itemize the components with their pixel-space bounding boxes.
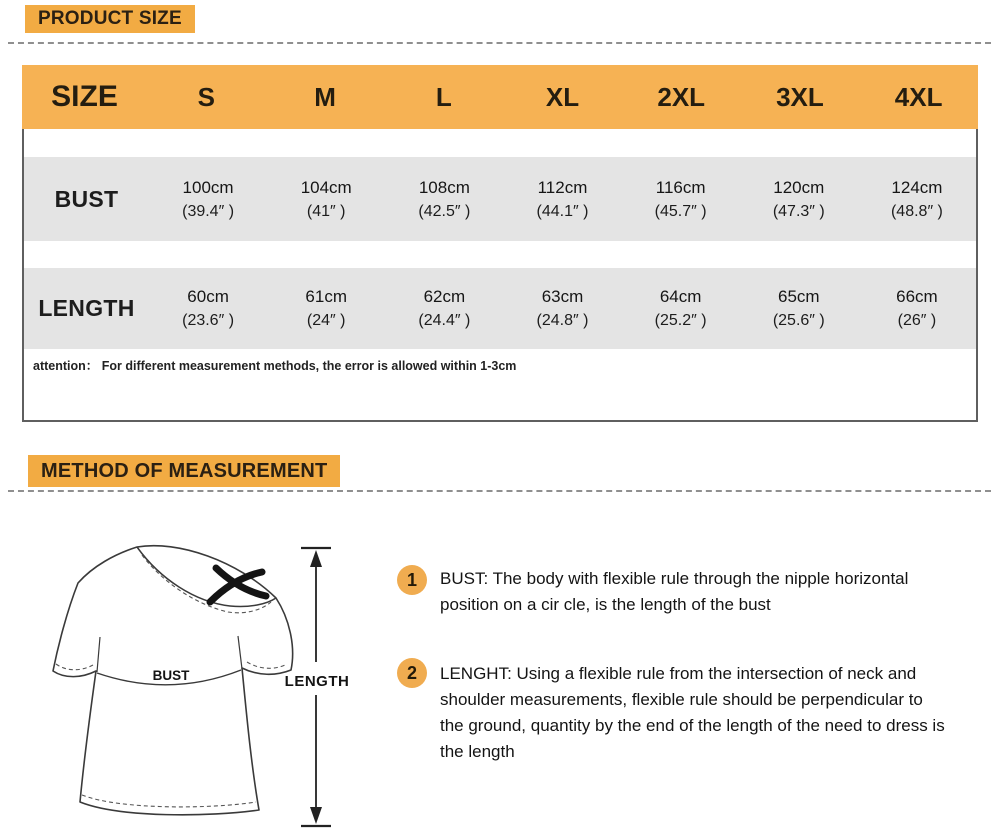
length-s-cm: 60cm bbox=[187, 287, 229, 306]
length-2xl-cm: 64cm bbox=[659, 287, 702, 306]
length-cell-4xl bbox=[858, 268, 976, 349]
bust-4xl-cm: 124cm bbox=[891, 177, 943, 197]
bust-xl-inch: (44.1″ ) bbox=[536, 202, 589, 220]
length-s-inch: (23.6″ ) bbox=[182, 312, 235, 329]
bust-cell-4xl bbox=[858, 157, 976, 241]
length-3xl-inch: (25.6″ ) bbox=[772, 312, 825, 329]
size-table-header-2xl: 2XL bbox=[657, 81, 706, 112]
length-label: LENGTH bbox=[284, 673, 350, 690]
size-table-header-3xl: 3XL bbox=[776, 81, 824, 112]
length-cell-s bbox=[149, 268, 267, 349]
size-table bbox=[22, 65, 978, 422]
table-row-length bbox=[24, 268, 976, 349]
length-2xl-inch: (25.2″ ) bbox=[654, 312, 707, 329]
bust-label: BUST bbox=[152, 668, 190, 683]
method-of-measurement-heading: METHOD OF MEASUREMENT bbox=[28, 455, 340, 487]
bust-s-cm: 100cm bbox=[182, 177, 234, 197]
bust-cell-xl bbox=[503, 157, 621, 241]
bust-4xl-inch: (48.8″ ) bbox=[890, 202, 943, 220]
size-table-header-row bbox=[22, 65, 978, 129]
note-2-number-badge: 2 bbox=[397, 658, 427, 688]
length-cell-l bbox=[385, 268, 503, 349]
bust-l-inch: (42.5″ ) bbox=[418, 202, 471, 220]
divider-dashed-middle bbox=[8, 490, 991, 492]
note-2-text: LENGHT: Using a flexible rule from the intersection of neck and shoulder measurements, flexible rule should be perpendicular to the ground, quantity by the end of the length of the need to dress is the length bbox=[440, 664, 945, 761]
attention-note: attention： For different measurement methods, the error is allowed within 1-3cm bbox=[33, 359, 517, 373]
product-size-heading: PRODUCT SIZE bbox=[25, 5, 195, 33]
bust-3xl-inch: (47.3″ ) bbox=[772, 202, 825, 220]
row-label-bust: BUST bbox=[54, 185, 119, 212]
length-4xl-inch: (26″ ) bbox=[897, 312, 937, 329]
length-3xl-cm: 65cm bbox=[777, 287, 820, 306]
size-table-header-4xl: 4XL bbox=[894, 81, 943, 112]
bust-m-inch: (41″ ) bbox=[306, 202, 346, 220]
length-l-inch: (24.4″ ) bbox=[418, 312, 471, 329]
bust-cell-l bbox=[385, 157, 503, 241]
length-4xl-cm: 66cm bbox=[896, 287, 938, 306]
bust-l-cm: 108cm bbox=[418, 177, 470, 197]
bust-cell-s bbox=[149, 157, 267, 241]
length-xl-inch: (24.8″ ) bbox=[536, 312, 589, 329]
bust-cell-m bbox=[267, 157, 385, 241]
length-cell-2xl bbox=[622, 268, 740, 349]
row-gap bbox=[24, 129, 976, 157]
length-m-cm: 61cm bbox=[305, 287, 347, 306]
bust-3xl-cm: 120cm bbox=[773, 177, 825, 197]
bust-cell-3xl bbox=[740, 157, 858, 241]
size-table-header-size: SIZE bbox=[51, 80, 118, 113]
divider-dashed-top bbox=[8, 42, 991, 44]
size-table-header-xl: XL bbox=[545, 81, 580, 112]
length-cell-xl bbox=[503, 268, 621, 349]
length-cell-3xl bbox=[740, 268, 858, 349]
bust-2xl-cm: 116cm bbox=[655, 177, 706, 197]
table-row-bust bbox=[24, 157, 976, 241]
length-xl-cm: 63cm bbox=[541, 287, 584, 306]
size-table-header-s: S bbox=[197, 81, 216, 112]
size-table-header-l: L bbox=[435, 81, 452, 112]
length-l-cm: 62cm bbox=[423, 287, 466, 306]
bust-m-cm: 104cm bbox=[300, 177, 352, 197]
note-1-text: BUST: The body with flexible rule through the nipple horizontal position on a cir cle, is the length of the bust bbox=[440, 569, 909, 614]
size-table-header-m: M bbox=[314, 81, 336, 112]
bust-cell-2xl bbox=[622, 157, 740, 241]
bust-s-inch: (39.4″ ) bbox=[182, 202, 235, 220]
length-m-inch: (24″ ) bbox=[306, 312, 346, 329]
bust-2xl-inch: (45.7″ ) bbox=[654, 202, 707, 220]
attention-area bbox=[24, 349, 976, 420]
row-gap bbox=[24, 241, 976, 268]
length-cell-m bbox=[267, 268, 385, 349]
note-1-number-badge: 1 bbox=[397, 565, 427, 595]
tshirt-measurement-diagram bbox=[20, 534, 382, 830]
row-label-length: LENGTH bbox=[38, 295, 135, 321]
bust-xl-cm: 112cm bbox=[537, 177, 588, 197]
